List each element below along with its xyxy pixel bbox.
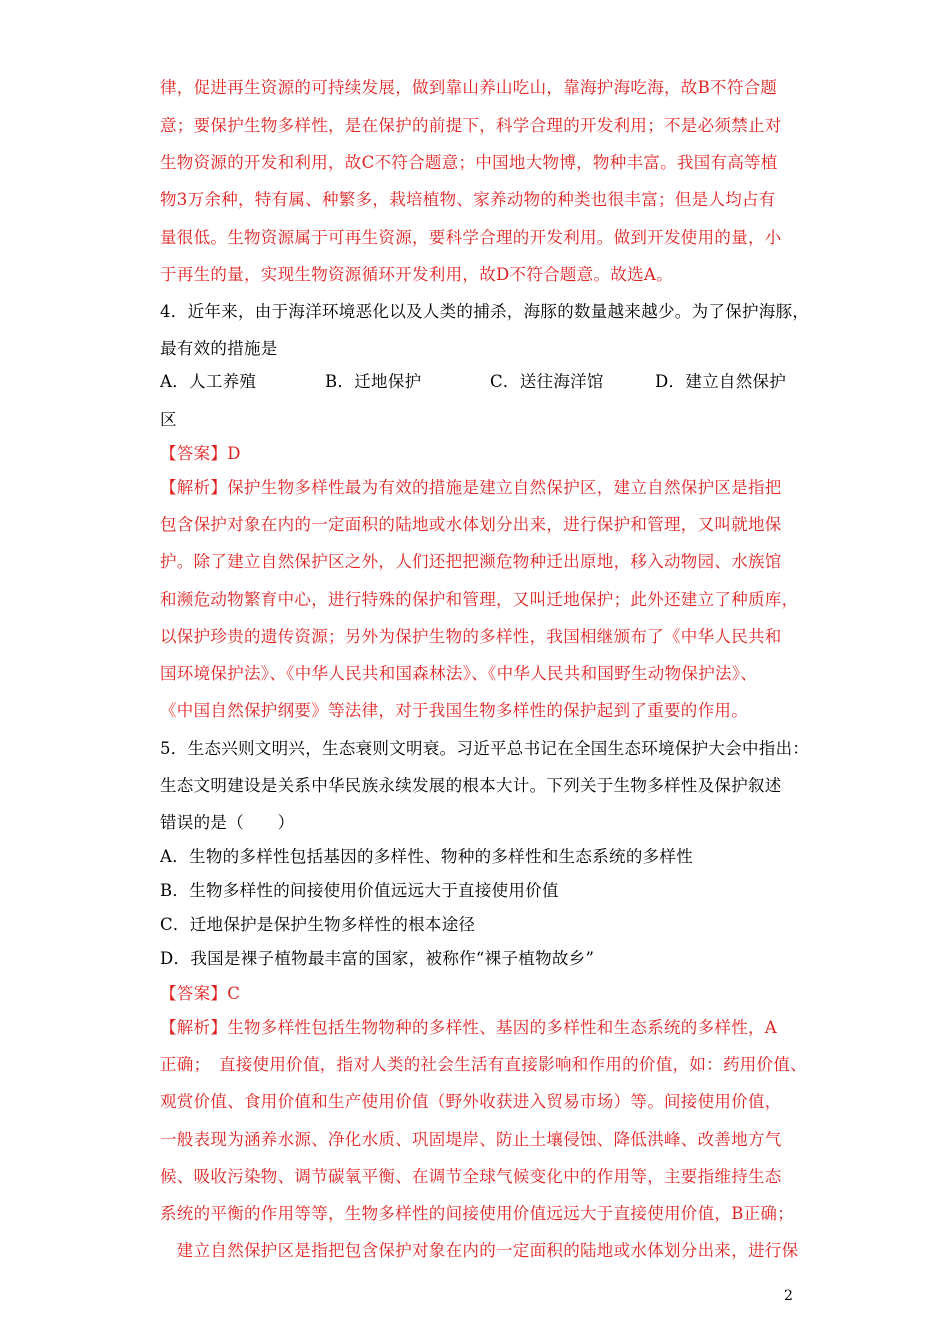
analysis-line: 《中国自然保护纲要》等法律，对于我国生物多样性的保护起到了重要的作用。 [160,701,748,720]
answer-tag: 【答案】 [160,444,228,463]
q5-answer [160,984,800,1004]
analysis-line: 律，促进再生资源的可持续发展，做到靠山养山吃山，靠海护海吃海，故B不符合题 [160,78,778,97]
q4-option-d: D．建立自然保护 [655,372,787,391]
q4-answer [160,444,800,464]
analysis-line: 量很低。生物资源属于可再生资源，要科学合理的开发利用。做到开发使用的量，小 [160,228,782,247]
analysis-line: 以保护珍贵的遗传资源；另外为保护生物的多样性，我国相继颁布了《中华人民共和 [160,627,782,646]
answer-value: C [227,984,241,1003]
analysis-line: 于再生的量，实现生物资源循环开发利用，故D不符合题意。故选A。 [160,265,673,284]
analysis-line: 护。除了建立自然保护区之外，人们还把把濒危物种迁出原地，移入动物园、水族馆 [160,552,782,571]
analysis-line: 和濒危动物繁育中心，进行特殊的保护和管理，又叫迁地保护；此外还建立了种质库， [160,590,799,609]
analysis-line: 包含保护对象在内的一定面积的陆地或水体划分出来，进行保护和管理，又叫就地保 [160,515,782,534]
q5-stem: 生态文明建设是关系中华民族永续发展的根本大计。下列关于生物多样性及保护叙述 [160,776,782,795]
analysis-line: 物3万余种，特有属、种繁多，栽培植物、家养动物的种类也很丰富；但是人均占有 [160,190,776,209]
q5-stem: 错误的是（ ） [160,813,295,832]
q5-option-d: D．我国是裸子植物最丰富的国家，被称作“裸子植物故乡” [160,949,595,968]
answer-value: D [227,444,241,463]
q5-option-b: B．生物多样性的间接使用价值远远大于直接使用价值 [160,881,559,900]
page-number: 2 [784,1288,793,1304]
q4-analysis [160,478,800,498]
q5-analysis [160,1018,800,1038]
analysis-line: 国环境保护法》、《中华人民共和国森林法》、《中华人民共和国野生动物保护法》、 [160,664,758,683]
analysis-line: 保护生物多样性最为有效的措施是建立自然保护区，建立自然保护区是指把 [227,478,782,497]
analysis-line: 候、吸收污染物、调节碳氧平衡、在调节全球气候变化中的作用等，主要指维持生态 [160,1167,782,1186]
analysis-line: 生物多样性包括生物物种的多样性、基因的多样性和生态系统的多样性，A [227,1018,778,1037]
analysis-line: 一般表现为涵养水源、净化水质、巩固堤岸、防止土壤侵蚀、降低洪峰、改善地方气 [160,1130,782,1149]
analysis-line: 观赏价值、食用价值和生产使用价值（野外收获进入贸易市场）等。间接使用价值， [160,1092,782,1111]
analysis-line: 建立自然保护区是指把包含保护对象在内的一定面积的陆地或水体划分出来，进行保 [160,1241,799,1260]
answer-tag: 【答案】 [160,984,228,1003]
q4-option-a: A．人工养殖 [160,372,257,391]
analysis-line: 正确； 直接使用价值，指对人类的社会生活有直接影响和作用的价值，如：药用价值、 [160,1055,807,1074]
q4-option-c: C．送往海洋馆 [490,372,604,391]
analysis-line: 系统的平衡的作用等等，生物多样性的间接使用价值远远大于直接使用价值，B正确； [160,1204,795,1223]
analysis-tag: 【解析】 [160,1018,228,1037]
q4-option-wrap: 区 [160,410,177,429]
q4-stem: 4．近年来，由于海洋环境恶化以及人类的捕杀，海豚的数量越来越少。为了保护海豚， [160,302,810,321]
q5-option-a: A．生物的多样性包括基因的多样性、物种的多样性和生态系统的多样性 [160,847,694,866]
q5-option-c: C．迁地保护是保护生物多样性的根本途径 [160,915,476,934]
q5-stem: 5．生态兴则文明兴，生态衰则文明衰。习近平总书记在全国生态环境保护大会中指出： [160,739,810,758]
analysis-line: 生物资源的开发和利用，故C不符合题意；中国地大物博，物种丰富。我国有高等植 [160,153,778,172]
q4-stem: 最有效的措施是 [160,339,278,358]
analysis-tag: 【解析】 [160,478,228,497]
q4-option-b: B．迁地保护 [325,372,422,391]
analysis-line: 意；要保护生物多样性，是在保护的前提下，科学合理的开发利用；不是必须禁止对 [160,116,782,135]
